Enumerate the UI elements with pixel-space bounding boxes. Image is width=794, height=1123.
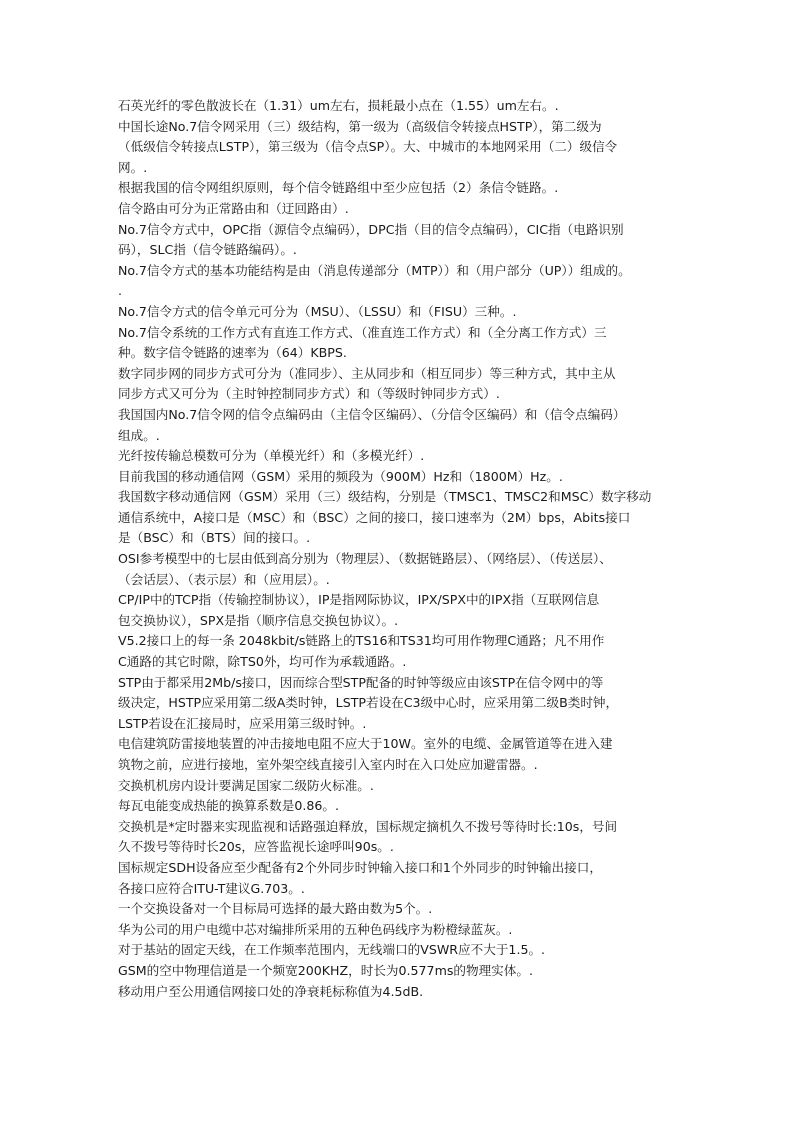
paragraph xyxy=(118,220,684,261)
text-line: 各接口应符合ITU-T建议G.703。. xyxy=(118,880,305,896)
text-line: 每瓦电能变成热能的换算系数是0.86。. xyxy=(118,798,339,814)
paragraph xyxy=(118,982,684,1003)
text-line: No.7信令方式的信令单元可分为（MSU）、（LSSU）和（FISU）三种。. xyxy=(118,303,517,319)
text-line: No.7信令方式的基本功能结构是由（消息传递部分（MTP））和（用户部分（UP））组成的。 xyxy=(118,262,631,278)
paragraph xyxy=(118,920,684,941)
paragraph xyxy=(118,117,684,179)
text-line: 码），SLC指（信令链路编码）。. xyxy=(118,242,297,258)
paragraph xyxy=(118,323,684,364)
text-line: 通信系统中，A接口是（MSC）和（BSC）之间的接口，接口速率为（2M）bps，Abits接口 xyxy=(118,509,631,525)
text-line: 交换机是*定时器来实现监视和话路强迫释放，国标规定摘机久不拨号等待时长:10s，号间 xyxy=(118,818,618,834)
paragraph xyxy=(118,817,684,858)
text-line: 包交换协议），SPX是指（顺序信息交换包协议）。. xyxy=(118,612,399,628)
text-line: 一个交换设备对一个目标局可选择的最大路由数为5个。. xyxy=(118,901,433,917)
text-line: 久不拨号等待时长20s，应答监视长途呼叫90s。. xyxy=(118,839,394,855)
text-line: 电信建筑防雷接地装置的冲击接地电阻不应大于10W。室外的电缆、金属管道等在进入建 xyxy=(118,736,613,752)
text-line: （低级信令转接点LSTP），第三级为（信令点SP）。大、中城市的本地网采用（二）级信令 xyxy=(118,139,618,155)
paragraph xyxy=(118,899,684,920)
text-line: 移动用户至公用通信网接口处的净衰耗标称值为4.5dB. xyxy=(118,983,424,999)
paragraph xyxy=(118,364,684,405)
paragraph xyxy=(118,940,684,961)
paragraph xyxy=(118,199,684,220)
text-line: C通路的其它时隙，除TS0外，均可作为承载通路。. xyxy=(118,654,407,670)
text-line: 组成。. xyxy=(118,427,160,443)
paragraph xyxy=(118,590,684,631)
text-line: （会话层）、（表示层）和（应用层）。. xyxy=(118,571,330,587)
paragraph xyxy=(118,302,684,323)
text-line: 石英光纤的零色散波长在（1.31）um左右，损耗最小点在（1.55）um左右。. xyxy=(118,98,559,113)
paragraph xyxy=(118,776,684,797)
text-line: STP由于都采用2Mb/s接口，因而综合型STP配备的时钟等级应由该STP在信令网中的等 xyxy=(118,674,604,690)
text-line: GSM的空中物理信道是一个频宽200KHZ，时长为0.577ms的物理实体。. xyxy=(118,962,533,978)
text-line: 华为公司的用户电缆中芯对编排所采用的五种色码线序为粉橙绿蓝灰。. xyxy=(118,921,513,937)
text-line: 数字同步网的同步方式可分为（准同步）、主从同步和（相互同步）等三种方式，其中主从 xyxy=(118,365,616,381)
text-line: 筑物之前，应进行接地，室外架空线直接引入室内时在入口处应加避雷器。. xyxy=(118,757,538,772)
paragraph xyxy=(118,467,684,488)
text-line: 级决定，HSTP应采用第二级A类时钟，LSTP若设在C3级中心时，应采用第二级B类时钟， xyxy=(118,695,619,711)
text-line: V5.2接口上的每一条 2048kbit/s链路上的TS16和TS31均可用作物理C通路；凡不用作 xyxy=(118,633,605,649)
text-line: 网。. xyxy=(118,159,148,175)
paragraph xyxy=(118,796,684,817)
paragraph xyxy=(118,261,684,302)
text-line: 中国长途No.7信令网采用（三）级结构，第一级为（高级信令转接点HSTP），第二级为 xyxy=(118,118,602,134)
text-line: 是（BSC）和（BTS）间的接口。. xyxy=(118,530,311,546)
text-line: 国标规定SDH设备应至少配备有2个外同步时钟输入接口和1个外同步的时钟输出接口， xyxy=(118,859,602,875)
text-line: OSI参考模型中的七层由低到高分别为（物理层）、（数据链路层）、（网络层）、（传送层）、 xyxy=(118,551,612,567)
text-line: 根据我国的信令网组织原则，每个信令链路组中至少应包括（2）条信令链路。. xyxy=(118,180,559,196)
text-line: 交换机机房内设计要满足国家二级防火标准。. xyxy=(118,777,374,793)
text-line: 对于基站的固定天线，在工作频率范围内，无线端口的VSWR应不大于1.5。. xyxy=(118,942,546,958)
paragraph xyxy=(118,734,684,775)
text-line: No.7信令系统的工作方式有直连工作方式、（准直连工作方式）和（全分离工作方式）三 xyxy=(118,324,607,340)
paragraph xyxy=(118,549,684,590)
text-line: 信令路由可分为正常路由和（迂回路由）. xyxy=(118,200,349,216)
paragraph xyxy=(118,961,684,982)
text-line: 光纤按传输总模数可分为（单模光纤）和（多模光纤）. xyxy=(118,448,425,464)
text-line: 目前我国的移动通信网（GSM）采用的频段为（900M）Hz和（1800M）Hz。. xyxy=(118,468,563,484)
text-line: 我国国内No.7信令网的信令点编码由（主信令区编码）、（分信令区编码）和（信令点编码） xyxy=(118,406,626,422)
text-line: 我国数字移动通信网（GSM）采用（三）级结构，分别是（TMSC1、TMSC2和MSC）数字移动 xyxy=(118,489,652,505)
paragraph xyxy=(118,487,684,549)
paragraph xyxy=(118,631,684,672)
text-line: No.7信令方式中，OPC指（源信令点编码），DPC指（目的信令点编码），CIC指（电路识别 xyxy=(118,221,624,237)
paragraph xyxy=(118,96,684,117)
paragraph xyxy=(118,178,684,199)
document-body xyxy=(118,96,684,1002)
paragraph xyxy=(118,858,684,899)
paragraph xyxy=(118,405,684,446)
paragraph xyxy=(118,446,684,467)
text-line: LSTP若设在汇接局时，应采用第三级时钟。. xyxy=(118,715,367,731)
text-line: CP/IP中的TCP指（传输控制协议），IP是指网际协议，IPX/SPX中的IPX指（互联网信息 xyxy=(118,592,600,608)
text-line: . xyxy=(118,283,123,299)
text-line: 种。数字信令链路的速率为（64）KBPS. xyxy=(118,345,347,361)
text-line: 同步方式又可分为（主时钟控制同步方式）和（等级时钟同步方式）. xyxy=(118,386,500,402)
paragraph xyxy=(118,673,684,735)
